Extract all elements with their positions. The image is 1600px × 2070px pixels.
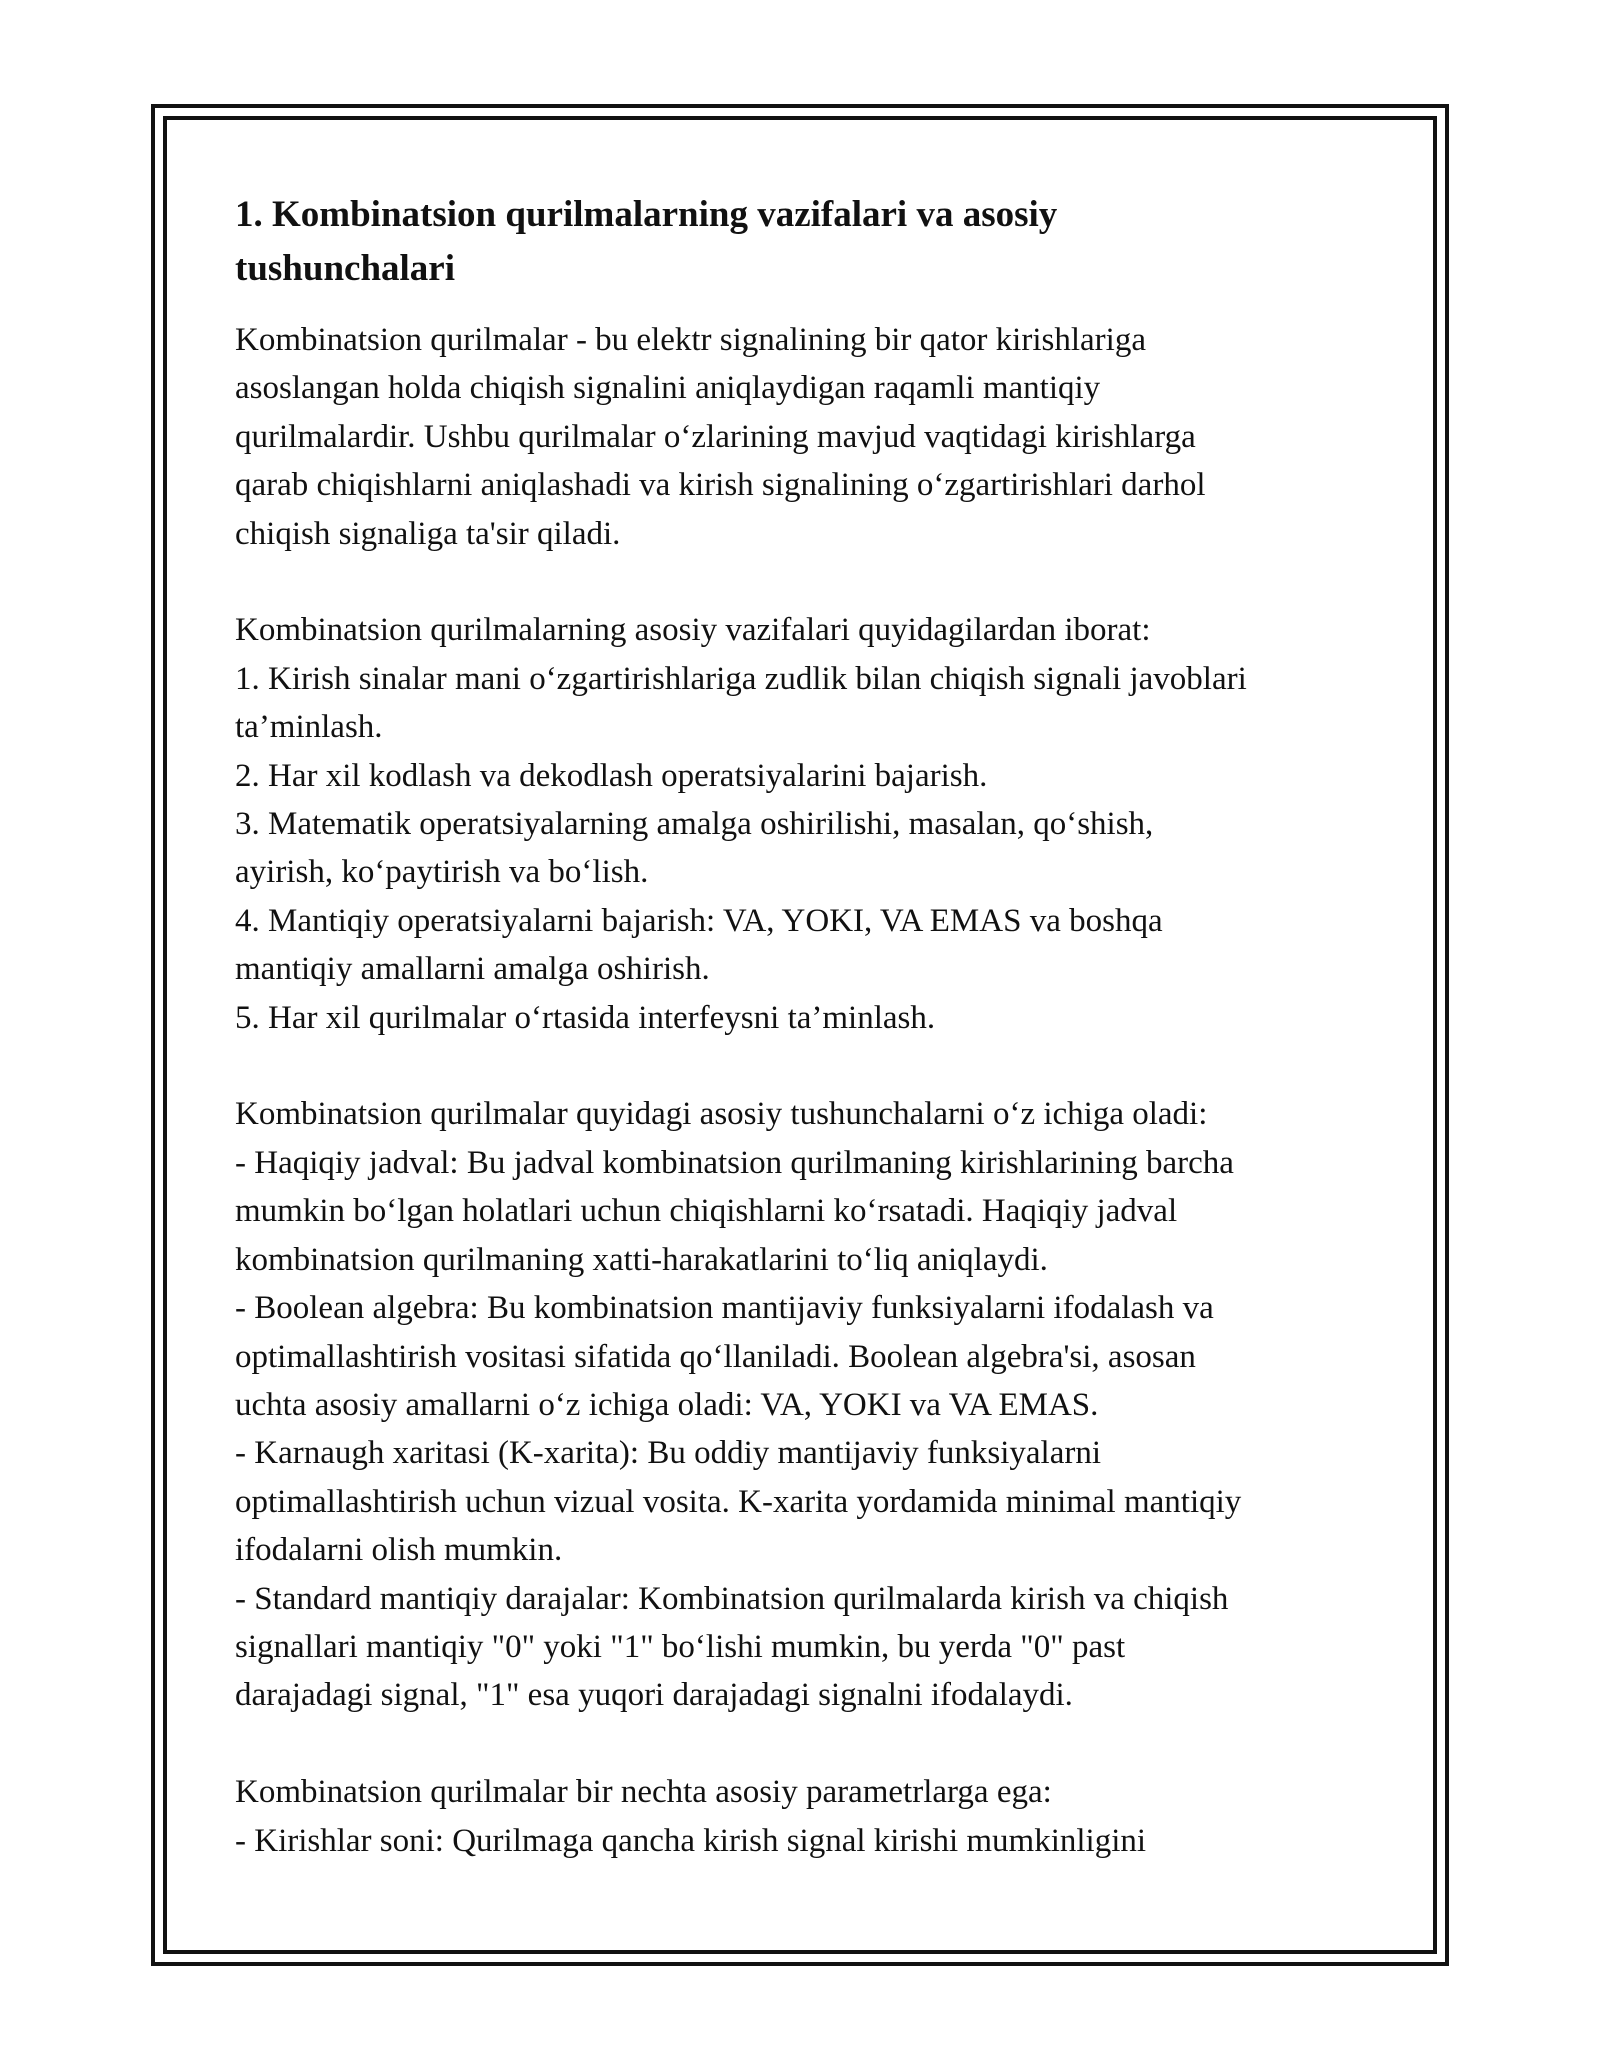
text-line: darajadagi signal, "1" esa yuqori darajadagi signalni ifodalaydi. — [235, 1677, 1073, 1714]
list-item: 3. Matematik operatsiyalarning amalga oshirilishi, masalan, qo‘shish, — [235, 806, 1154, 843]
list-item: - Kirishlar soni: Qurilmaga qancha kirish signal kirishi mumkinligini — [235, 1822, 1147, 1859]
section-title — [235, 188, 1375, 296]
text-line: qurilmalardir. Ushbu qurilmalar o‘zlarining mavjud vaqtidagi kirishlarga — [235, 418, 1196, 455]
text-line: Kombinatsion qurilmalar quyidagi asosiy tushunchalarni o‘z ichiga oladi: — [235, 1096, 1208, 1133]
list-item: - Haqiqiy jadval: Bu jadval kombinatsion qurilmaning kirishlarining barcha — [235, 1144, 1234, 1181]
list-item: 1. Kirish sinalar mani o‘zgartirishlariga zudlik bilan chiqish signali javoblari — [235, 660, 1247, 697]
paragraph-parameters — [235, 1768, 1375, 1865]
list-item: - Karnaugh xaritasi (K-xarita): Bu oddiy mantijaviy funksiyalarni — [235, 1435, 1102, 1472]
text-line: Kombinatsion qurilmalar - bu elektr signalining bir qator kirishlariga — [235, 322, 1146, 358]
title-line: 1. Kombinatsion qurilmalarning vazifalari va asosiy — [235, 194, 1058, 235]
paragraph-intro — [235, 316, 1375, 558]
text-line: signallari mantiqiy "0" yoki "1" bo‘lishi mumkin, bu yerda "0" past — [235, 1628, 1126, 1665]
text-line: mantiqiy amallarni amalga oshirish. — [235, 951, 710, 988]
document-body — [235, 188, 1375, 1865]
text-line: Kombinatsion qurilmalar bir nechta asosiy parametrlarga ega: — [235, 1774, 1052, 1811]
paragraph-concepts-list — [235, 1090, 1375, 1719]
text-line: Kombinatsion qurilmalarning asosiy vazifalari quyidagilardan iborat: — [235, 612, 1151, 649]
text-line: kombinatsion qurilmaning xatti-harakatlarini to‘liq aniqlaydi. — [235, 1241, 1048, 1278]
title-line: tushunchalari — [235, 248, 456, 289]
text-line: asoslangan holda chiqish signalini aniqlaydigan raqamli mantiqiy — [235, 370, 1101, 407]
list-item: 2. Har xil kodlash va dekodlash operatsiyalarini bajarish. — [235, 757, 988, 794]
text-line: ayirish, ko‘paytirish va bo‘lish. — [235, 854, 649, 891]
text-line: chiqish signaliga ta'sir qiladi. — [235, 515, 621, 552]
list-item: - Standard mantiqiy darajalar: Kombinatsion qurilmalarda kirish va chiqish — [235, 1580, 1229, 1617]
text-line: optimallashtirish vositasi sifatida qo‘llaniladi. Boolean algebra'si, asosan — [235, 1338, 1196, 1375]
text-line: uchta asosiy amallarni o‘z ichiga oladi: VA, YOKI va VA EMAS. — [235, 1386, 1099, 1423]
paragraph-gap — [235, 1720, 1375, 1768]
text-line: mumkin bo‘lgan holatlari uchun chiqishlarni ko‘rsatadi. Haqiqiy jadval — [235, 1193, 1178, 1230]
paragraph-gap — [235, 558, 1375, 606]
paragraph-gap — [235, 1042, 1375, 1090]
text-line: optimallashtirish uchun vizual vosita. K-xarita yordamida minimal mantiqiy — [235, 1483, 1242, 1520]
list-item: - Boolean algebra: Bu kombinatsion mantijaviy funksiyalarni ifodalash va — [235, 1290, 1214, 1327]
text-line: ifodalarni olish mumkin. — [235, 1532, 563, 1569]
text-line: qarab chiqishlarni aniqlashadi va kirish signalining o‘zgartirishlari darhol — [235, 467, 1206, 504]
list-item: 5. Har xil qurilmalar o‘rtasida interfeysni ta’minlash. — [235, 999, 936, 1036]
paragraph-functions-list — [235, 606, 1375, 1042]
list-item: 4. Mantiqiy operatsiyalarni bajarish: VA, YOKI, VA EMAS va boshqa — [235, 902, 1163, 939]
text-line: ta’minlash. — [235, 709, 383, 746]
